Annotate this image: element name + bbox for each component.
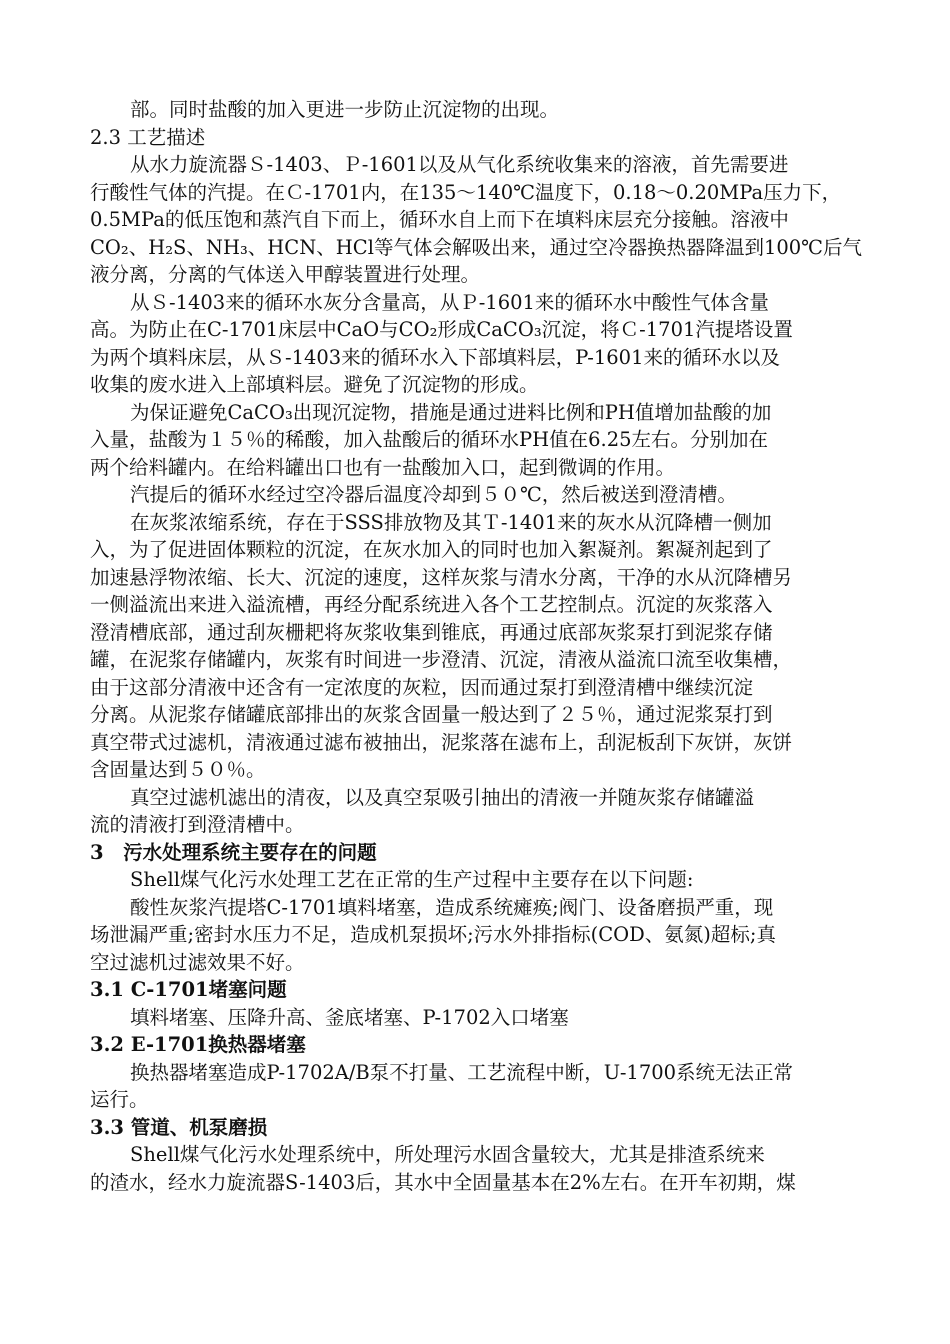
text-line: 空过滤机过滤效果不好。: [90, 950, 305, 974]
text-line: 运行。: [90, 1088, 149, 1111]
text-line: 的渣水，经水力旋流器S-1403后，其水中全固量基本在2%左右。在开车初期，煤: [90, 1170, 796, 1194]
text-line: 酸性灰浆汽提塔C-1701填料堵塞，造成系统瘫痪;阀门、设备磨损严重，现: [130, 895, 774, 919]
text-line: 入，为了促进固体颗粒的沉淀，在灰水加入的同时也加入絮凝剂。絮凝剂起到了: [90, 538, 773, 561]
text-line: 流的清液打到澄清槽中。: [90, 813, 305, 836]
text-line: Shell煤气化污水处理系统中，所处理污水固含量较大，尤其是排渣系统来: [130, 1143, 765, 1166]
section-heading: 3.1 C-1701堵塞问题: [90, 978, 287, 1001]
text-line: 汽提后的循环水经过空冷器后温度冷却到５０℃，然后被送到澄清槽。: [130, 483, 737, 506]
text-line: 一侧溢流出来进入溢流槽，再经分配系统进入各个工艺控制点。沉淀的灰浆落入: [90, 593, 773, 616]
text-line: 从Ｓ-1403来的循环水灰分含量高，从Ｐ-1601来的循环水中酸性气体含量: [130, 290, 769, 314]
section-heading: 3 污水处理系统主要存在的问题: [90, 840, 377, 864]
text-line: 罐，在泥浆存储罐内，灰浆有时间进一步澄清、沉淀，清液从溢流口流至收集槽，: [90, 648, 793, 671]
text-line: 换热器堵塞造成P-1702A/B泵不打量、工艺流程中断，U-1700系统无法正常: [130, 1060, 794, 1084]
text-line: 真空带式过滤机，清液通过滤布被抽出，泥浆落在滤布上，刮泥板刮下灰饼，灰饼: [90, 730, 793, 754]
text-line: 0.5MPa的低压饱和蒸汽自下而上，循环水自上而下在填料床层充分接触。溶液中: [90, 208, 789, 231]
text-line: CO₂、H₂S、NH₃、HCN、HCl等气体会解吸出来，通过空冷器换热器降温到100℃后气: [90, 235, 862, 259]
text-line: 填料堵塞、压降升高、釜底堵塞、P-1702入口堵塞: [130, 1005, 569, 1029]
text-line: 为两个填料床层，从Ｓ-1403来的循环水入下部填料层，P-1601来的循环水以及: [90, 345, 780, 369]
section-heading: 3.3 管道、机泵磨损: [90, 1115, 268, 1139]
text-line: 收集的废水进入上部填料层。避免了沉淀物的形成。: [90, 373, 539, 396]
text-line: 场泄漏严重;密封水压力不足，造成机泵损坏;污水外排指标(COD、氨氮)超标;真: [90, 923, 776, 946]
document-body: [90, 96, 865, 1196]
text-line: 分离。从泥浆存储罐底部排出的灰浆含固量一般达到了２５％，通过泥浆泵打到: [90, 703, 773, 726]
text-line: 在灰浆浓缩系统，存在于SSS排放物及其Ｔ-1401来的灰水从沉降槽一侧加: [130, 510, 772, 534]
text-line: 为保证避免CaCO₃出现沉淀物，措施是通过进料比例和PH值增加盐酸的加: [130, 400, 772, 424]
text-line: 从水力旋流器Ｓ-1403、Ｐ-1601以及从气化系统收集来的溶液，首先需要进: [130, 153, 789, 176]
text-line: 2.3 工艺描述: [90, 125, 206, 149]
text-line: 加速悬浮物浓缩、长大、沉淀的速度，这样灰浆与清水分离，干净的水从沉降槽另: [90, 565, 793, 589]
text-line: 行酸性气体的汽提。在Ｃ-1701内，在135～140℃温度下，0.18～0.20MPa压力下，: [90, 180, 842, 204]
text-line: 含固量达到５０％。: [90, 758, 266, 781]
text-line: 部。同时盐酸的加入更进一步防止沉淀物的出现。: [130, 98, 560, 121]
text-line: 真空过滤机滤出的清夜，以及真空泵吸引抽出的清液一并随灰浆存储罐溢: [130, 785, 755, 809]
text-line: 液分离，分离的气体送入甲醇装置进行处理。: [90, 263, 481, 286]
text-line: 入量，盐酸为１５％的稀酸，加入盐酸后的循环水PH值在6.25左右。分别加在: [90, 428, 769, 451]
text-line: Shell煤气化污水处理工艺在正常的生产过程中主要存在以下问题:: [130, 868, 694, 891]
section-heading: 3.2 E-1701换热器堵塞: [90, 1033, 306, 1056]
text-line: 澄清槽底部，通过刮灰栅耙将灰浆收集到锥底，再通过底部灰浆泵打到泥浆存储: [90, 620, 773, 644]
text-line: 高。为防止在C-1701床层中CaO与CO₂形成CaCO₃沉淀，将Ｃ-1701汽提塔设置: [90, 318, 793, 341]
text-line: 两个给料罐内。在给料罐出口也有一盐酸加入口，起到微调的作用。: [90, 455, 676, 479]
text-line: 由于这部分清液中还含有一定浓度的灰粒，因而通过泵打到澄清槽中继续沉淀: [90, 675, 754, 699]
